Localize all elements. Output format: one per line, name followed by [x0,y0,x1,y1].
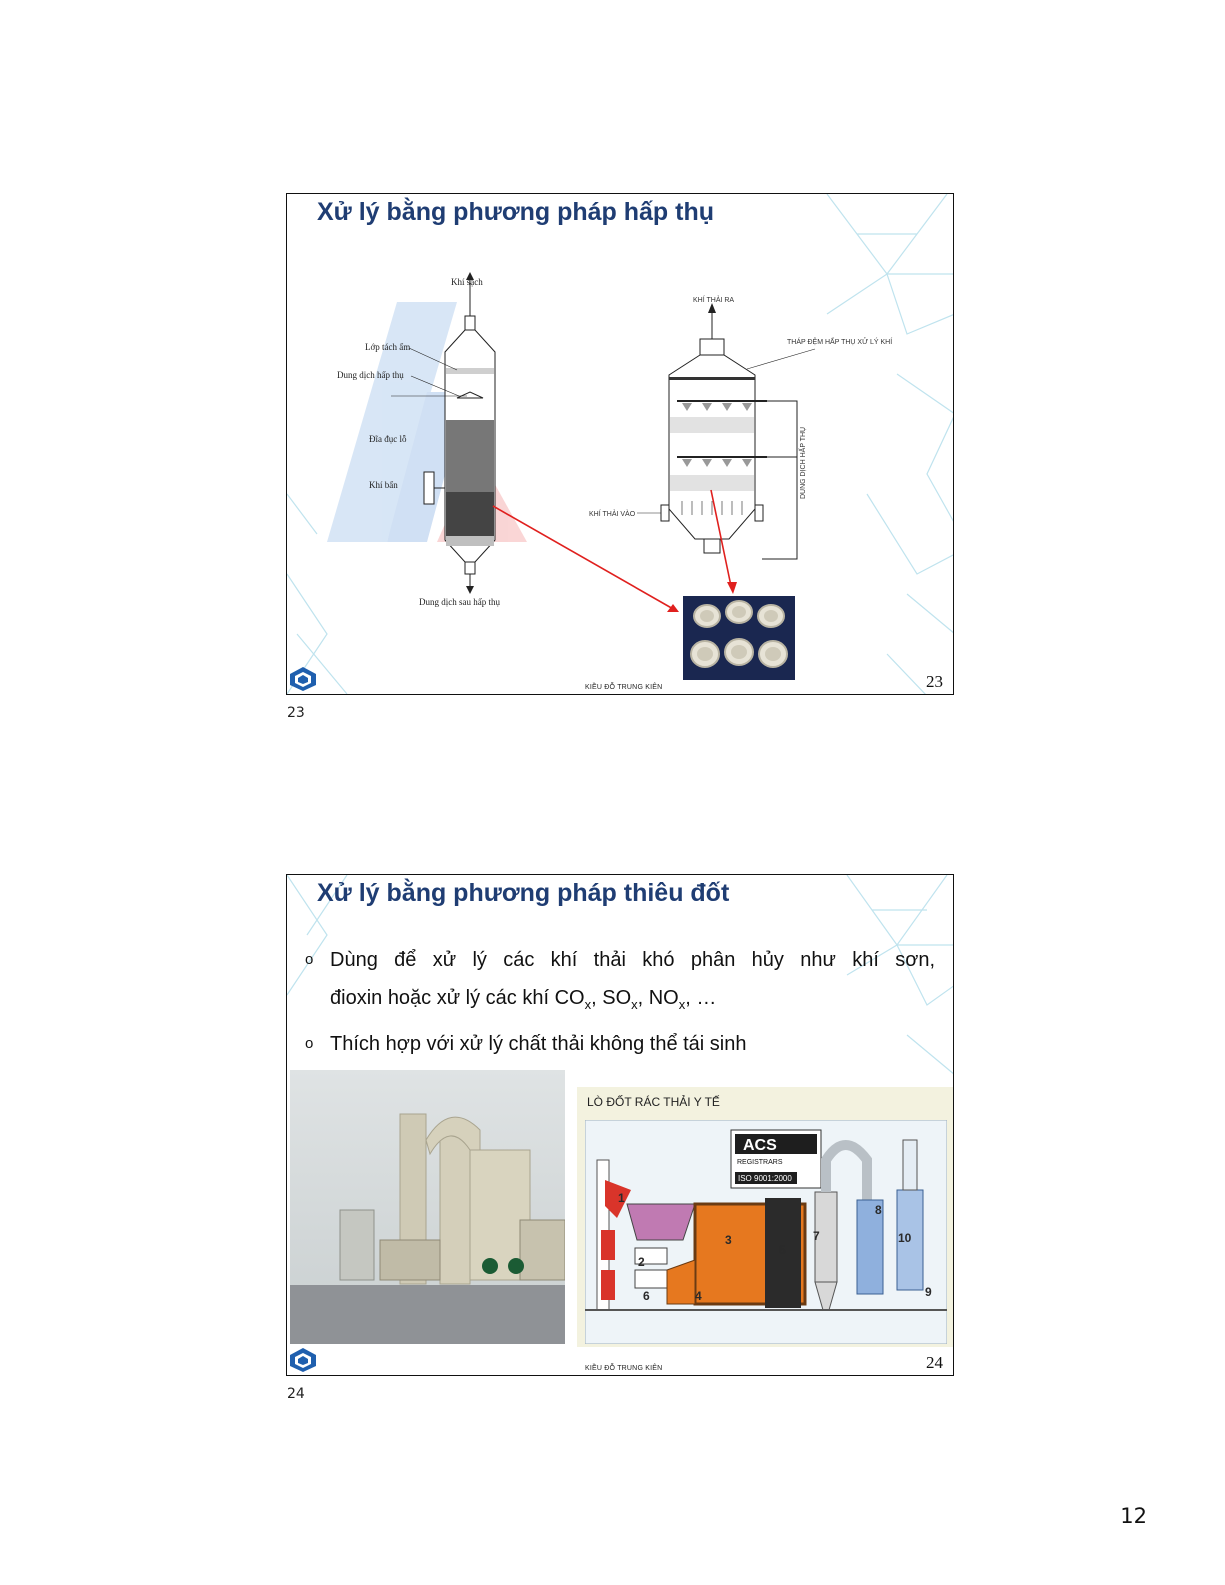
svg-text:ISO 9001:2000: ISO 9001:2000 [738,1174,792,1183]
bk-logo-icon [289,1347,317,1373]
slide-number: 23 [926,672,943,691]
part-label-4: 4 [695,1289,702,1303]
label-perforated-plate: Đĩa đục lỗ [369,434,407,444]
certification-badge [731,1130,821,1188]
label-demister: Lớp tách ẩm [365,342,411,352]
bullet-mark: o [305,951,314,968]
footer-author: KIỀU ĐỖ TRUNG KIÊN [585,1365,663,1372]
scrubber-plant-photo [290,1070,565,1344]
slide-24 [286,874,954,1376]
part-label-5: 5 [779,1243,786,1257]
part-label-10: 10 [898,1231,912,1245]
label-packed-tower: THÁP ĐỆM HẤP THỤ XỬ LÝ KHÍ [787,339,893,346]
part-label-8: 8 [875,1203,882,1217]
bullet-mark: o [305,1035,314,1052]
part-label-3: 3 [725,1233,732,1247]
footer-author: KIỀU ĐỖ TRUNG KIÊN [585,684,663,691]
label-exhaust-in: KHÍ THẢI VÀO [589,511,636,518]
label-exhaust-out: KHÍ THẢI RA [693,297,735,304]
slide-number: 24 [926,1353,943,1372]
bullet-1-line-2: đioxin hoặc xử lý các khí $CO_x$, $SO_x$, $NO_x$, … [330,987,717,1012]
label-clean-gas: Khí sạch [451,277,483,287]
bullet-1-line-1: Dùng để xử lý các khí thải khó phân hủy như khí sơn, [330,949,935,971]
part-label-2: 2 [638,1255,645,1269]
incinerator-title: LÒ ĐỐT RÁC THẢI Y TẾ [587,1095,720,1109]
incinerator-diagram [585,1120,947,1344]
part-label-6: 6 [643,1289,650,1303]
label-spent-solution: Dung dịch sau hấp thụ [419,597,500,607]
part-label-1: 1 [618,1191,625,1205]
part-label-9: 9 [925,1285,932,1299]
page-number: 12 [1120,1504,1147,1528]
svg-text:ACS: ACS [743,1137,777,1154]
slide-index-label: 24 [287,1386,305,1402]
packing-rings-photo [683,596,795,680]
label-absorbent-solution: DUNG DỊCH HẤP THỤ [800,426,807,499]
slide-23 [286,193,954,695]
bullet-2-line-1: Thích hợp với xử lý chất thải không thể tái sinh [330,1033,747,1055]
bk-logo-icon [289,666,317,692]
slide-index-label: 23 [287,705,305,721]
label-absorbent: Dung dịch hấp thụ [337,370,404,380]
label-dirty-gas: Khí bẩn [369,480,398,490]
slide-title: Xử lý bằng phương pháp thiêu đốt [317,879,730,907]
svg-text:REGISTRARS: REGISTRARS [737,1159,783,1166]
slide-title: Xử lý bằng phương pháp hấp thụ [317,198,715,226]
red-arrows [287,194,954,695]
part-label-7: 7 [813,1229,820,1243]
